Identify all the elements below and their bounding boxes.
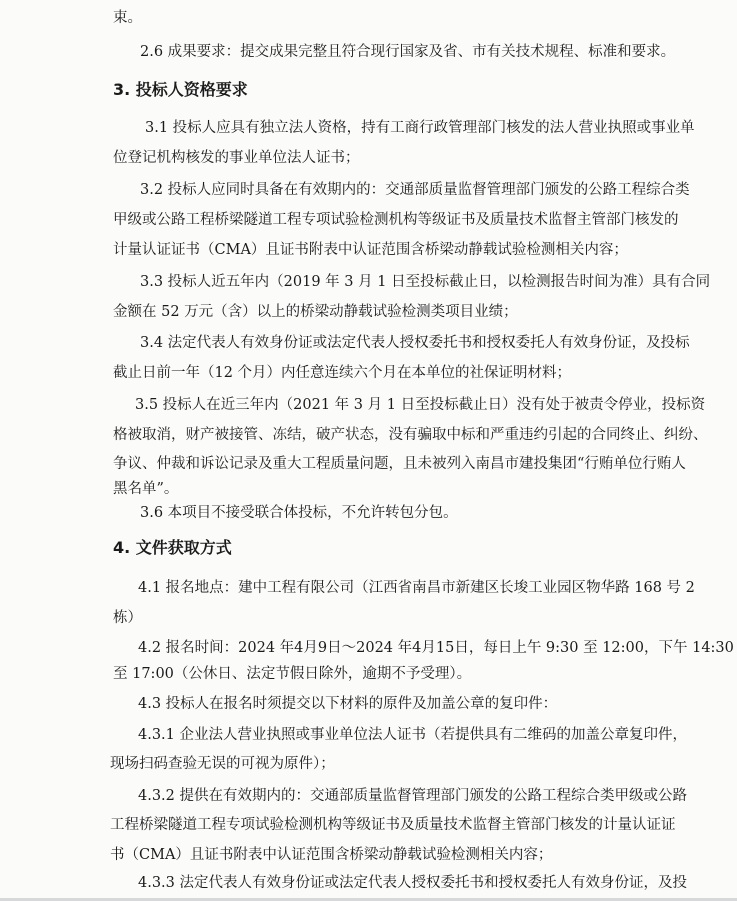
text-line: 4.2 报名时间：2024 年4月9日～2024 年4月15日，每日上午 9:30 至 12:00，下午 14:30 [138, 640, 734, 656]
text-line: 4.3.2 提供在有效期内的：交通部质量监督管理部门颁发的公路工程综合类甲级或公路 [138, 788, 688, 804]
text-line: 位登记机构核发的事业单位法人证书； [113, 150, 360, 166]
text-line: 格被取消，财产被接管、冻结，破产状态，没有骗取中标和严重违约引起的合同终止、纠纷、 [113, 427, 708, 443]
text-line: 至 17:00（公休日、法定节假日除外，逾期不予受理）。 [113, 666, 472, 682]
text-line: 计量认证证书（CMA）且证书附表中认证范围含桥梁动静载试验检测相关内容； [113, 242, 628, 258]
text-line: 现场扫码查验无误的可视为原件）； [110, 756, 335, 772]
text-line: 截止日前一年（12 个月）内任意连续六个月在本单位的社保证明材料； [113, 365, 572, 381]
text-line: 3.1 投标人应具有独立法人资格，持有工商行政管理部门核发的法人营业执照或事业单 [145, 120, 695, 136]
text-line: 4.3 投标人在报名时须提交以下材料的原件及加盖公章的复印件： [138, 696, 558, 712]
text-line: 3.5 投标人在近三年内（2021 年 3 月 1 日至投标截止日）没有处于被责令停业，投标资 [135, 397, 706, 413]
text-line: 3.4 法定代表人有效身份证或法定代表人授权委托书和授权委托人有效身份证，及投标 [140, 335, 690, 351]
text-line: 争议、仲裁和诉讼记录及重大工程质量问题，且未被列入南昌市建投集团“行贿单位行贿人 [113, 456, 686, 472]
text-line: 2.6 成果要求：提交成果完整且符合现行国家及省、市有关技术规程、标准和要求。 [140, 44, 676, 60]
text-line: 4.1 报名地点：建中工程有限公司（江西省南昌市新建区长埈工业园区物华路 168 号 2 [138, 580, 695, 596]
text-line: 4.3.1 企业法人营业执照或事业单位法人证书（若提供具有二维码的加盖公章复印件， [138, 727, 688, 743]
text-line: 3.2 投标人应同时具备在有效期内的：交通部质量监督管理部门颁发的公路工程综合类 [140, 182, 690, 198]
text-line: 工程桥梁隧道工程专项试验检测机构等级证书及质量技术监督主管部门核发的计量认证证 [110, 817, 676, 833]
text-line: 书（CMA）且证书附表中认证范围含桥梁动静载试验检测相关内容； [110, 847, 553, 863]
text-line: 3.3 投标人近五年内（2019 年 3 月 1 日至投标截止日，以检测报告时间为准）具有合同 [140, 274, 711, 290]
text-line: 4.3.3 法定代表人有效身份证或法定代表人授权委托书和授权委托人有效身份证，及投 [138, 875, 688, 891]
section-heading: 3. 投标人资格要求 [113, 80, 248, 99]
text-line: 金额在 52 万元（含）以上的桥梁动静载试验检测类项目业绩； [113, 304, 518, 320]
text-line: 栋） [113, 610, 142, 626]
text-line: 甲级或公路工程桥梁隧道工程专项试验检测机构等级证书及质量技术监督主管部门核发的 [113, 212, 679, 228]
section-heading: 4. 文件获取方式 [113, 538, 232, 557]
text-line: 黑名单”。 [113, 481, 179, 497]
text-line: 3.6 本项目不接受联合体投标，不允许转包分包。 [140, 505, 458, 521]
text-line: 束。 [113, 10, 142, 26]
